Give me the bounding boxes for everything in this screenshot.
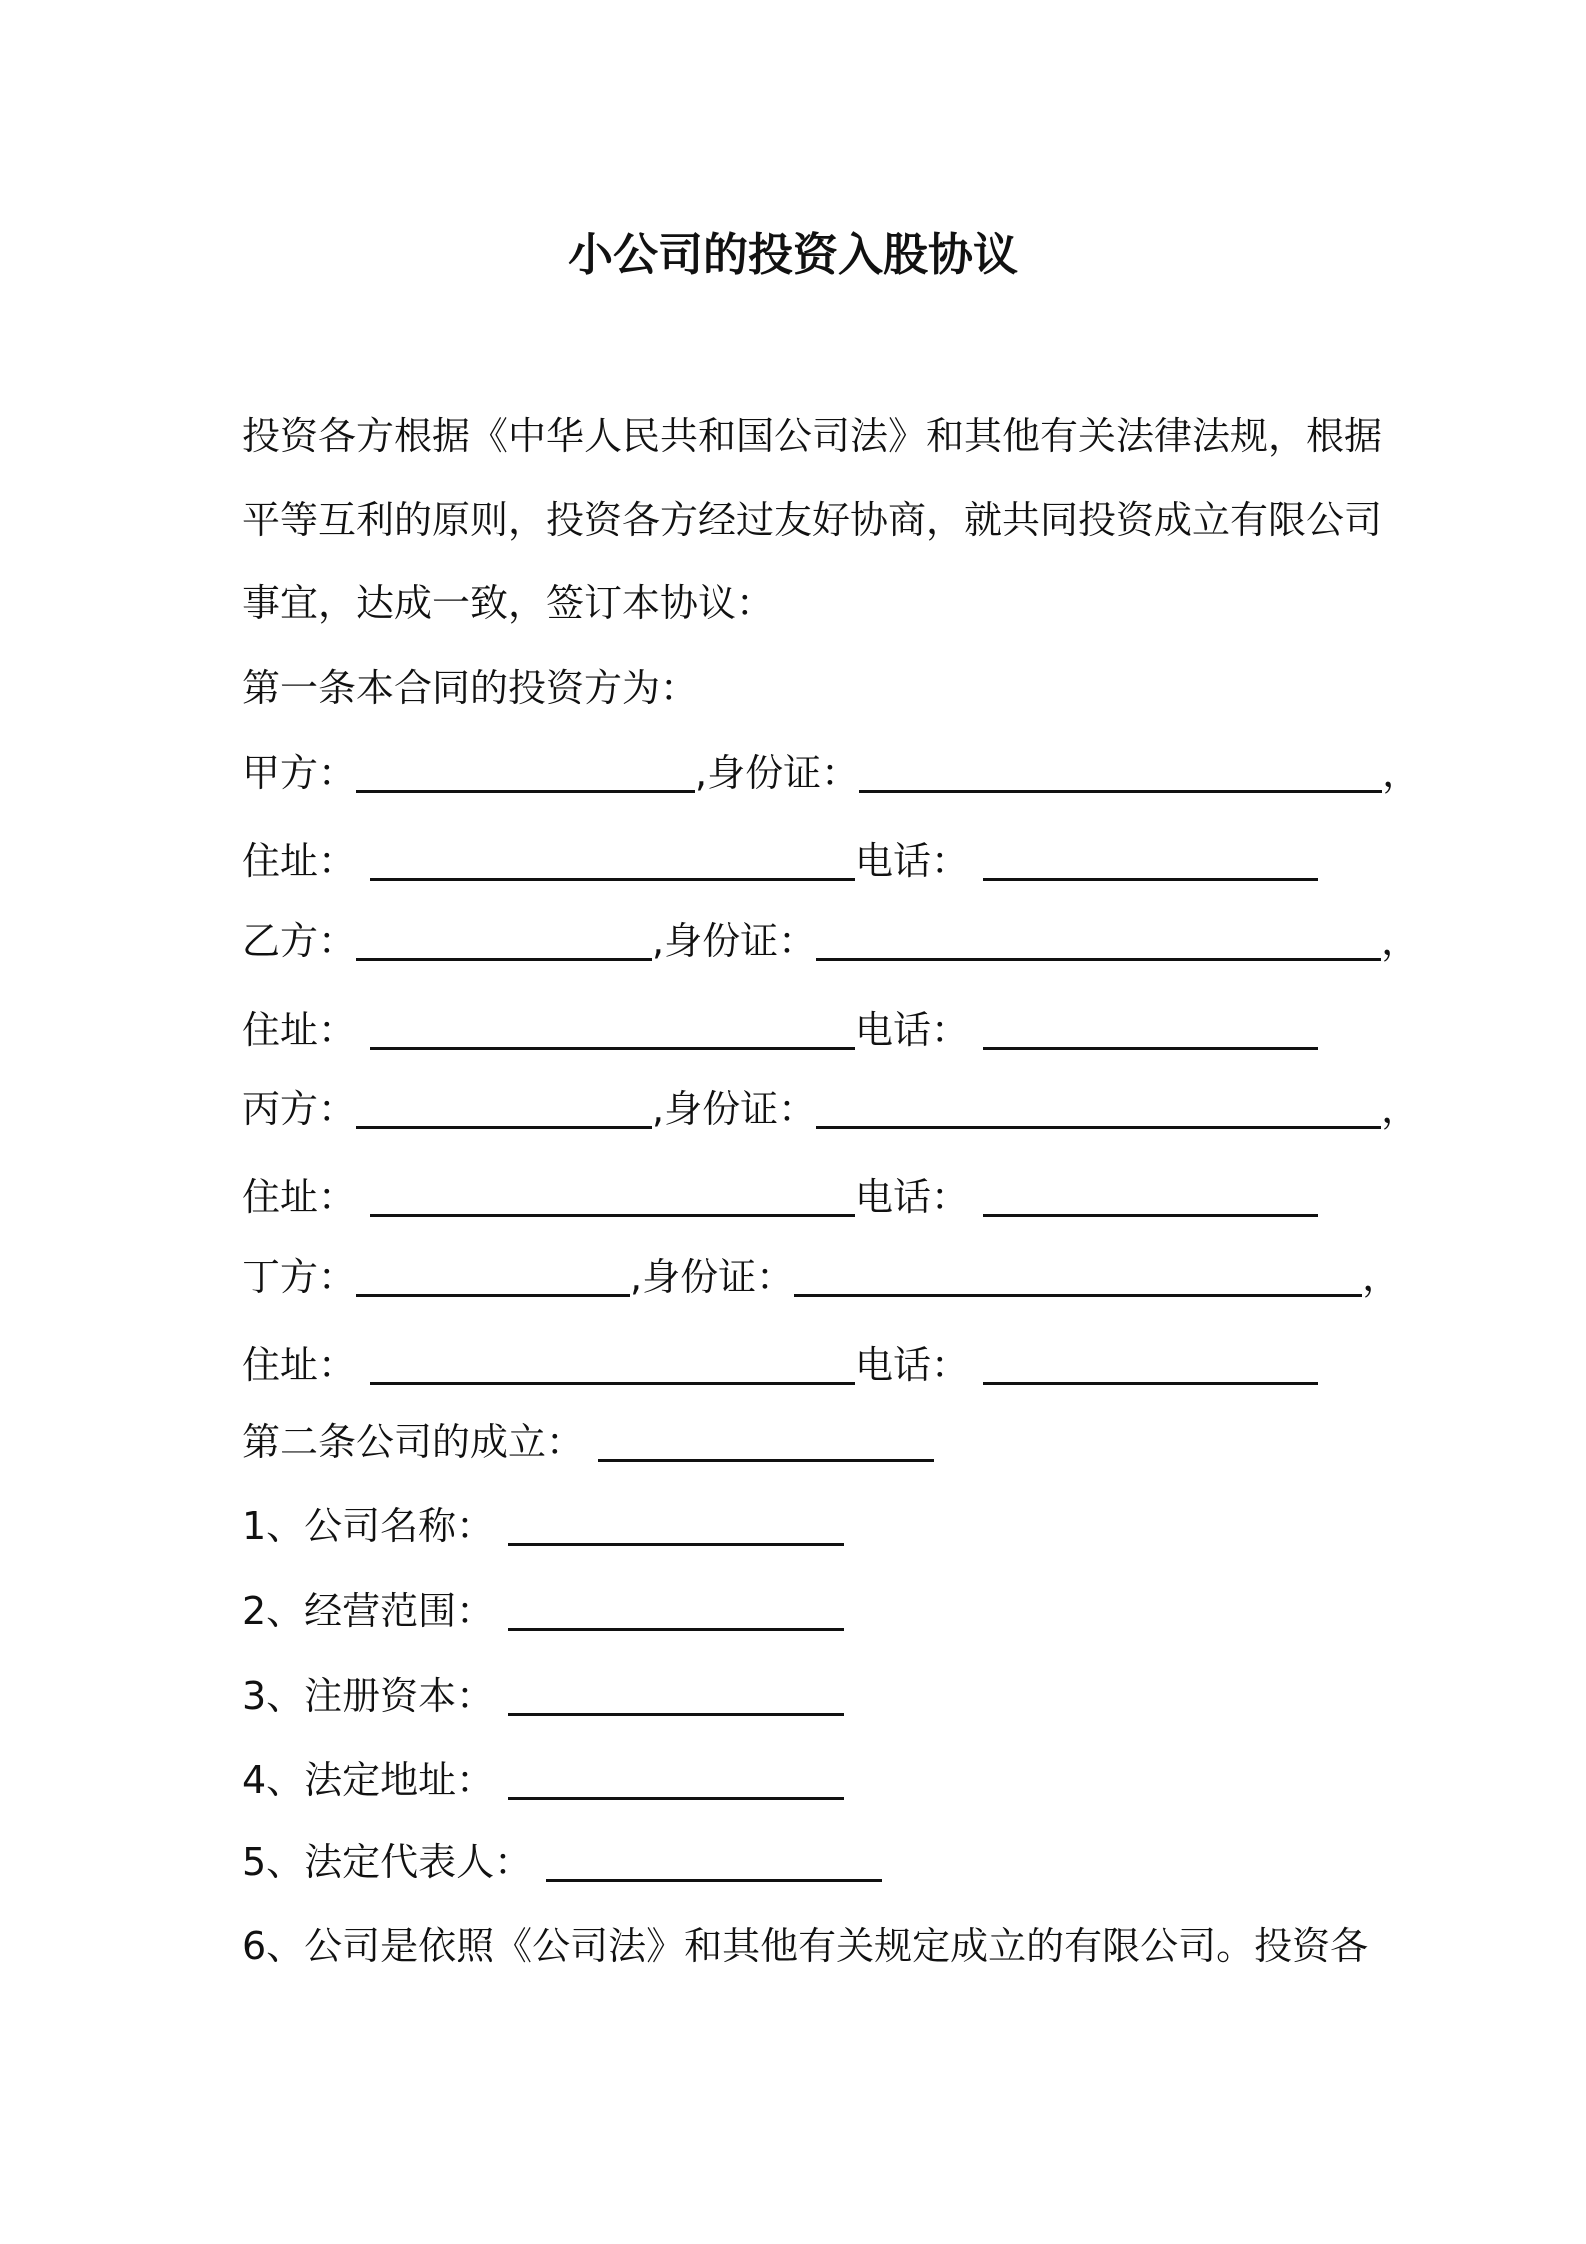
party-c-address-blank[interactable] <box>370 1176 855 1217</box>
item-6-line: 6、公司是依照《公司法》和其他有关规定成立的有限公司。投资各 <box>242 1924 1369 1968</box>
party-c-address-row <box>242 1171 1318 1221</box>
party-c-phone-blank[interactable] <box>983 1176 1318 1217</box>
address-label: 住址： <box>242 1175 357 1219</box>
party-d-name-blank[interactable] <box>356 1256 630 1297</box>
party-d-address-row <box>242 1339 1318 1389</box>
party-a-name-blank[interactable] <box>356 752 695 793</box>
party-label: 丙方： <box>242 1087 357 1131</box>
party-a-address-row <box>242 835 1318 885</box>
id-label: ,身份证： <box>630 1255 795 1299</box>
article-2-heading: 第二条公司的成立： <box>242 1420 585 1464</box>
address-label: 住址： <box>242 1343 357 1387</box>
item-label: 4、法定地址： <box>242 1758 495 1802</box>
item-label: 2、经营范围： <box>242 1589 495 1633</box>
legal-representative-blank[interactable] <box>546 1841 882 1882</box>
intro-line: 平等互利的原则，投资各方经过友好协商，就共同投资成立有限公司 <box>242 498 1383 542</box>
party-b-name-blank[interactable] <box>356 920 652 961</box>
party-c-name-blank[interactable] <box>356 1088 652 1129</box>
phone-label: 电话： <box>855 839 970 883</box>
id-label: ,身份证： <box>695 751 860 795</box>
party-label: 丁方： <box>242 1255 357 1299</box>
party-a-id-blank[interactable] <box>859 752 1382 793</box>
phone-label: 电话： <box>855 1343 970 1387</box>
party-b-row <box>242 915 1419 965</box>
item-row <box>242 1500 844 1550</box>
party-c-id-blank[interactable] <box>816 1088 1381 1129</box>
party-b-address-row <box>242 1004 1318 1054</box>
party-a-address-blank[interactable] <box>370 840 855 881</box>
intro-line: 事宜，达成一致，签订本协议： <box>242 581 775 625</box>
comma: ， <box>1381 919 1420 963</box>
phone-label: 电话： <box>855 1175 970 1219</box>
article-2-blank[interactable] <box>598 1421 934 1462</box>
address-label: 住址： <box>242 839 357 883</box>
item-label: 3、注册资本： <box>242 1674 495 1718</box>
party-a-row <box>242 747 1420 797</box>
party-a-phone-blank[interactable] <box>983 840 1318 881</box>
party-b-id-blank[interactable] <box>816 920 1381 961</box>
article-1-heading: 第一条本合同的投资方为： <box>242 666 699 710</box>
intro-line: 投资各方根据《中华人民共和国公司法》和其他有关法律法规，根据 <box>242 414 1383 458</box>
party-b-address-blank[interactable] <box>370 1009 855 1050</box>
party-label: 乙方： <box>242 919 357 963</box>
comma: ， <box>1382 751 1421 795</box>
document-title: 小公司的投资入股协议 <box>567 228 1018 281</box>
party-d-id-blank[interactable] <box>794 1256 1362 1297</box>
item-row <box>242 1836 882 1886</box>
comma: ， <box>1362 1255 1401 1299</box>
party-label: 甲方： <box>242 751 357 795</box>
item-label: 5、法定代表人： <box>242 1840 533 1884</box>
id-label: ,身份证： <box>652 1087 817 1131</box>
party-b-phone-blank[interactable] <box>983 1009 1318 1050</box>
item-row <box>242 1670 844 1720</box>
item-row <box>242 1585 844 1635</box>
party-d-row <box>242 1251 1400 1301</box>
party-d-address-blank[interactable] <box>370 1344 855 1385</box>
party-d-phone-blank[interactable] <box>983 1344 1318 1385</box>
business-scope-blank[interactable] <box>508 1590 844 1631</box>
registered-capital-blank[interactable] <box>508 1675 844 1716</box>
phone-label: 电话： <box>855 1008 970 1052</box>
item-label: 1、公司名称： <box>242 1504 495 1548</box>
legal-address-blank[interactable] <box>508 1759 844 1800</box>
comma: ， <box>1381 1087 1420 1131</box>
company-name-blank[interactable] <box>508 1505 844 1546</box>
article-2-row <box>242 1416 934 1466</box>
item-row <box>242 1754 844 1804</box>
party-c-row <box>242 1083 1419 1133</box>
address-label: 住址： <box>242 1008 357 1052</box>
id-label: ,身份证： <box>652 919 817 963</box>
